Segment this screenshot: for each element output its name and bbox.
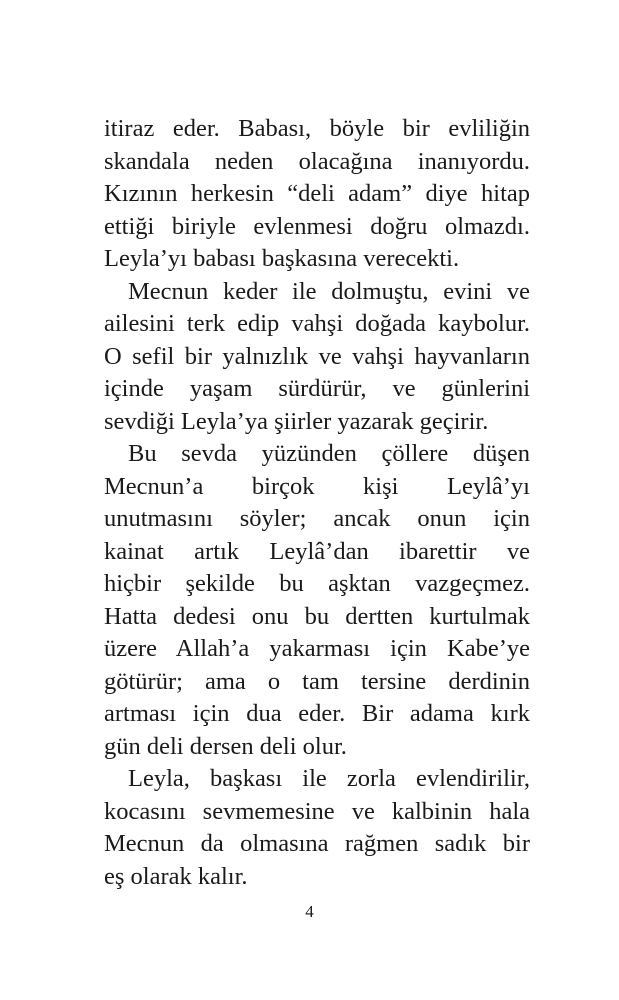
paragraph-3 [104,438,530,763]
text-line: skandala neden olacağına inanıyordu. [104,147,530,175]
text-line: götürür; ama o tam tersine derdinin [104,667,530,695]
text-line: ettiği biriyle evlenmesi doğru olmazdı. [104,212,530,240]
text-line: kainat artık Leylâ’dan ibarettir ve [104,537,530,565]
text-line: içinde yaşam sürdürür, ve günlerini [104,375,530,402]
text-line: ailesini terk edip vahşi doğada kaybolur. [104,310,530,337]
text-line: Hatta dedesi onu bu dertten kurtulmak [104,602,530,630]
text-line: Bu sevda yüzünden çöllere düşen [128,440,530,467]
paragraph-4 [104,763,530,893]
text-line: Mecnun keder ile dolmuştu, evini ve [128,277,530,305]
text-line: kocasını sevmemesine ve kalbinin hala [104,797,530,825]
text-line: unutmasını söyler; ancak onun için [104,505,530,532]
text-line: Mecnun’a birçok kişi Leylâ’yı [104,472,530,500]
text-line: hiçbir şekilde bu aşktan vazgeçmez. [104,570,530,597]
body-text [104,113,530,893]
text-line: sevdiği Leyla’ya şiirler yazarak geçirir. [104,407,489,435]
text-line: üzere Allah’a yakarması için Kabe’ye [104,635,530,662]
text-line: gün deli dersen deli olur. [104,732,347,760]
text-line: Leyla, başkası ile zorla evlendirilir, [128,765,530,792]
text-line: Leyla’yı babası başkasına verecekti. [104,245,460,272]
page-number: 4 [305,902,314,921]
text-line: eş olarak kalır. [104,862,248,890]
paragraph-1 [104,113,530,276]
text-line: itiraz eder. Babası, böyle bir evliliğin [104,115,530,142]
text-line: artması için dua eder. Bir adama kırk [104,700,530,727]
text-line: O sefil bir yalnızlık ve vahşi hayvanların [104,342,530,370]
text-line: Mecnun da olmasına rağmen sadık bir [104,830,530,857]
text-line: Kızının herkesin “deli adam” diye hitap [104,180,530,207]
paragraph-2 [104,276,530,439]
